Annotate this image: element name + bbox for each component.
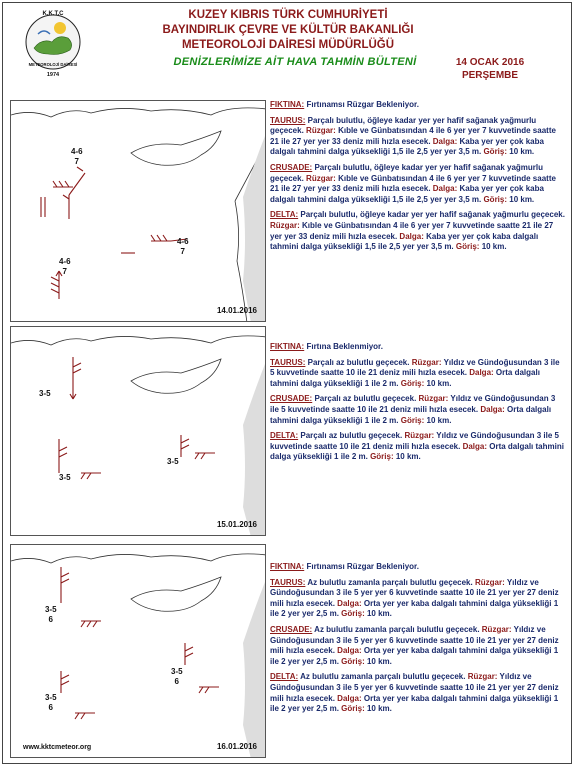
bulletin-date bbox=[452, 56, 528, 82]
fiktina-paragraph: FIKTINA: Fırtınamsı Rüzgar Bekleniyor. bbox=[270, 562, 419, 571]
svg-text:1974: 1974 bbox=[46, 72, 60, 78]
delta-paragraph: DELTA: Parçalı az bulutlu geçecek. Rüzgar: Yıldız ve Gündoğusundan 3 ile 5 kuvvetinde saatte 10 ile 21 deniz mili hızla esecek. Dalga: Orta dalgalı tahmini dalga yüksekliği 1 ile 2 m. Göriş: 10 km. bbox=[270, 431, 564, 462]
sea-map-graphic bbox=[11, 545, 266, 758]
crusade-paragraph: CRUSADE: Parçalı bulutlu, öğleye kadar yer yer hafif sağanak yağmurlu geçecek. Rüzgar: Kıble ve Günbatısından 4 ile 6 yer yer 7 kuvvetinde saatte 21 ile 27 yer yer 33 deniz mili hızla esecek. Dalga: Kaba yer yer çok kaba dalgalı tahmini dalga yüksekliği 1,5 ile 2,5 yer yer 3,5 m. Göriş: 10 km. bbox=[270, 162, 556, 204]
bulletin-subtitle: DENİZLERİMİZE AİT HAVA TAHMİN BÜLTENİ bbox=[173, 56, 417, 68]
fiktina-paragraph: FIKTINA: Fırtına Beklenmiyor. bbox=[270, 342, 383, 351]
header-line-2: BAYINDIRLIK ÇEVRE VE KÜLTÜR BAKANLIĞI bbox=[162, 24, 414, 36]
svg-text:K.K.T.C: K.K.T.C bbox=[42, 11, 64, 17]
forecast-text-day1 bbox=[270, 100, 566, 258]
sea-map-graphic bbox=[11, 327, 266, 536]
sea-map-day1 bbox=[10, 100, 266, 322]
wind-label: 3-5 6 bbox=[45, 693, 57, 712]
forecast-text-day3 bbox=[270, 562, 566, 720]
forecast-text-day2 bbox=[270, 342, 566, 468]
wind-label: 4-6 7 bbox=[177, 237, 189, 256]
map-date: 14.01.2016 bbox=[216, 306, 257, 315]
sea-map-day3 bbox=[10, 544, 266, 758]
taurus-paragraph: TAURUS: Parçalı bulutlu, öğleye kadar yer yer hafif sağanak yağmurlu geçecek. Rüzgar: Kıble ve Günbatısından 4 ile 6 yer yer 7 kuvvetinde saatte 21 ile 27 yer yer 33 deniz mili hızla esecek. Dalga: Kaba yer yer çok kaba dalgalı tahmini dalga yüksekliği 1,5 ile 2,5 yer yer 3,5 m. Göriş: 10 km. bbox=[270, 115, 556, 157]
header-line-3: METEOROLOJİ DAİRESİ MÜDÜRLÜĞÜ bbox=[181, 39, 395, 51]
map-date: 16.01.2016 bbox=[216, 742, 257, 751]
taurus-paragraph: TAURUS: Parçalı az bulutlu geçecek. Rüzgar: Yıldız ve Gündoğusundan 3 ile 5 kuvvetinde saatte 10 ile 21 deniz mili hızla esecek. Dalga: Orta dalgalı tahmini dalga yüksekliği 1 ile 2 m. Göriş: 10 km. bbox=[270, 357, 560, 388]
delta-paragraph: DELTA: Parçalı bulutlu, öğleye kadar yer yer hafif sağanak yağmurlu geçecek. Rüzgar: Kıble ve Günbatısından 4 ile 6 yer yer 7 kuvvetinde saatte 21 ile 27 yer yer 33 deniz mili hızla esecek. Dalga: Kaba yer yer çok kaba dalgalı tahmini dalga yüksekliği 1,5 ile 2,5 yer yer 3,5 m. Göriş: 10 km. bbox=[270, 210, 565, 252]
sea-map-graphic bbox=[11, 101, 266, 322]
wind-label: 4-6 7 bbox=[59, 257, 71, 276]
wind-label: 4-6 7 bbox=[71, 147, 83, 166]
sea-map-day2 bbox=[10, 326, 266, 536]
wind-label: 3-5 bbox=[39, 389, 51, 398]
taurus-paragraph: TAURUS: Az bulutlu zamanla parçalı bulutlu geçecek. Rüzgar: Yıldız ve Gündoğusundan 3 ile 5 yer yer 6 kuvvetinde saatte 10 ile 21 yer yer 27 deniz mili hızla esecek. Dalga: Orta yer yer kaba dalgalı tahmini dalga yüksekliği 1 ile 2 yer yer 2,5 m. Göriş: 10 km. bbox=[270, 577, 559, 619]
map-date: 15.01.2016 bbox=[216, 520, 257, 529]
fiktina-paragraph: FIKTINA: Fırtınamsı Rüzgar Bekleniyor. bbox=[270, 100, 419, 109]
header-line-1: KUZEY KIBRIS TÜRK CUMHURİYETİ bbox=[188, 9, 388, 21]
weekday-text: PERŞEMBE bbox=[461, 70, 519, 81]
date-text: 14 OCAK 2016 bbox=[455, 57, 525, 68]
svg-text:METEOROLOJİ DAİRESİ: METEOROLOJİ DAİRESİ bbox=[28, 62, 78, 67]
wind-label: 3-5 bbox=[59, 473, 71, 482]
wind-label: 3-5 6 bbox=[45, 605, 57, 624]
crusade-paragraph: CRUSADE: Az bulutlu zamanla parçalı bulutlu geçecek. Rüzgar: Yıldız ve Gündoğusundan 3 ile 5 yer yer 6 kuvvetinde saatte 10 ile 21 yer yer 27 deniz mili hızla esecek. Dalga: Orta yer yer kaba dalgalı tahmini dalga yüksekliği 1 ile 2 yer yer 2,5 m. Göriş: 10 km. bbox=[270, 624, 559, 666]
wind-label: 3-5 bbox=[167, 457, 179, 466]
crusade-paragraph: CRUSADE: Parçalı az bulutlu geçecek. Rüzgar: Yıldız ve Gündoğusundan 3 ile 5 kuvvetinde saatte 10 ile 21 deniz mili hızla esecek. Dalga: Orta dalgalı tahmini dalga yüksekliği 1 ile 2 m. Göriş: 10 km. bbox=[270, 394, 556, 425]
wind-label: 3-5 6 bbox=[171, 667, 183, 686]
delta-paragraph: DELTA: Az bulutlu zamanla parçalı bulutlu geçecek. Rüzgar: Yıldız ve Gündoğusundan 3 ile 5 yer yer 6 kuvvetinde saatte 10 ile 21 yer yer 27 deniz mili hızla esecek. Dalga: Orta yer yer kaba dalgalı tahmini dalga yüksekliği 1 ile 2 yer yer 2,5 m. Göriş: 10 km. bbox=[270, 672, 559, 714]
website-link[interactable]: www.kktcmeteor.org bbox=[23, 744, 92, 751]
